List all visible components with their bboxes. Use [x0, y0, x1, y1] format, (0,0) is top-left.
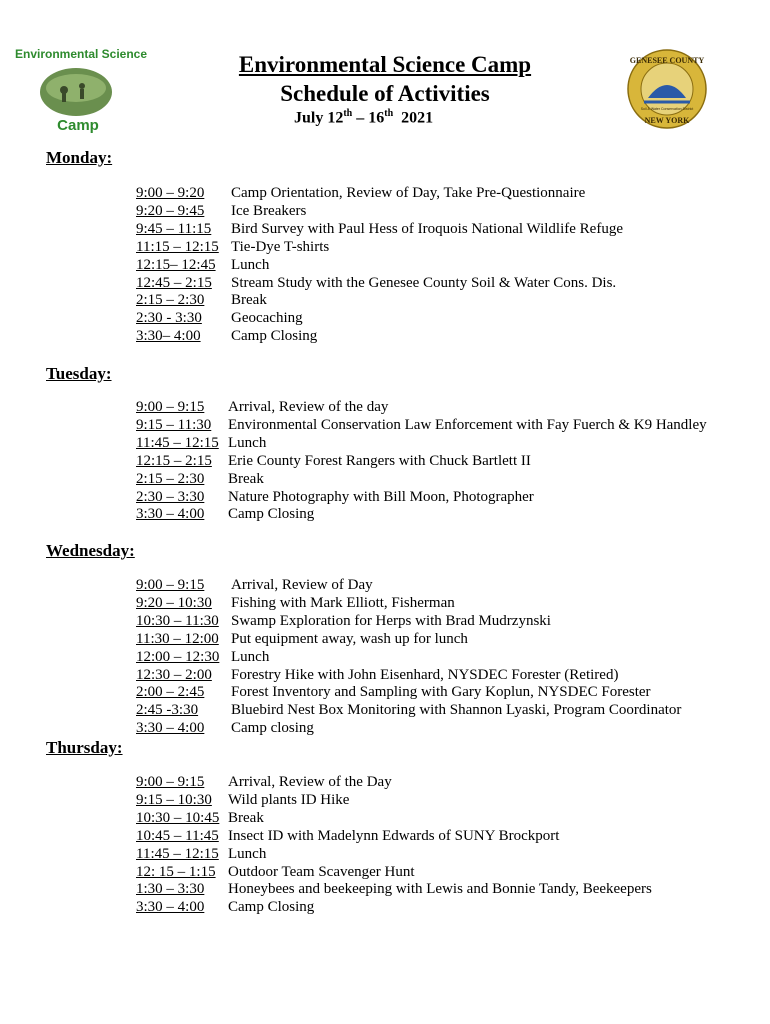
- schedule-row: [0, 845, 770, 863]
- activity: Lunch: [228, 845, 267, 862]
- time-slot: 2:45 -3:30: [136, 702, 199, 719]
- time-slot: 10:30 – 11:30: [136, 612, 219, 629]
- activity: Break: [231, 292, 267, 309]
- time-slot: 9:15 – 10:30: [136, 791, 212, 808]
- time-slot: 10:45 – 11:45: [136, 827, 219, 844]
- day-heading: Wednesday:: [46, 541, 135, 560]
- schedule-row: [0, 505, 770, 523]
- activity: Swamp Exploration for Herps with Brad Mudrzynski: [231, 612, 551, 629]
- schedule-row: [0, 773, 770, 791]
- schedule-row: [0, 791, 770, 809]
- activity: Lunch: [231, 256, 270, 273]
- schedule-row: [0, 683, 770, 701]
- activity: Geocaching: [231, 310, 303, 327]
- activity: Camp Closing: [228, 506, 315, 523]
- logo-text-top: Environmental Science: [14, 47, 148, 61]
- seal-text-top: GENESEE COUNTY: [629, 56, 705, 65]
- activity: Outdoor Team Scavenger Hunt: [228, 863, 415, 880]
- schedule-row: [0, 488, 770, 506]
- activity: Insect ID with Madelynn Edwards of SUNY Brockport: [228, 827, 560, 844]
- activity: Environmental Conservation Law Enforcement with Fay Fuerch & K9 Handley: [228, 416, 707, 433]
- seal-inner-text: Soil & Water Conservation District: [640, 107, 694, 111]
- time-slot: 12:30 – 2:00: [136, 666, 212, 683]
- activity: Wild plants ID Hike: [228, 791, 350, 808]
- schedule-row: [0, 863, 770, 881]
- time-slot: 12:15 – 2:15: [136, 452, 212, 469]
- time-slot: 3:30 – 4:00: [136, 899, 205, 916]
- schedule-row: [0, 701, 770, 719]
- schedule-row: [0, 576, 770, 594]
- schedule-row: [0, 630, 770, 648]
- date-sup-1: th: [343, 108, 353, 119]
- schedule-row: [0, 719, 770, 737]
- date-range: [294, 108, 433, 127]
- activity: Stream Study with the Genesee County Soil & Water Cons. Dis.: [231, 274, 617, 291]
- schedule-row: [0, 238, 770, 256]
- activity: Arrival, Review of Day: [231, 577, 373, 593]
- subtitle-line: Schedule of Activities: [280, 81, 490, 106]
- time-slot: 3:30 – 4:00: [136, 720, 205, 737]
- schedule-row: [0, 274, 770, 292]
- schedule-row: [0, 827, 770, 845]
- time-slot: 3:30 – 4:00: [136, 506, 205, 523]
- activity: Camp Orientation, Review of Day, Take Pre-Questionnaire: [231, 185, 586, 201]
- time-slot: 2:30 – 3:30: [136, 488, 205, 505]
- activity: Honeybees and beekeeping with Lewis and Bonnie Tandy, Beekeepers: [228, 881, 652, 898]
- time-slot: 9:20 – 10:30: [136, 594, 212, 611]
- schedule-row: [0, 880, 770, 898]
- activity: Arrival, Review of the day: [228, 399, 389, 415]
- date-suffix: 2021: [393, 109, 434, 127]
- time-slot: 12:00 – 12:30: [136, 648, 220, 665]
- title-line: Environmental Science Camp: [238, 52, 532, 77]
- activity: Forestry Hike with John Eisenhard, NYSDEC Forester (Retired): [231, 666, 619, 683]
- day-heading: Thursday:: [46, 738, 123, 757]
- time-slot: 2:15 – 2:30: [136, 470, 205, 487]
- time-slot: 3:30– 4:00: [136, 328, 201, 345]
- time-slot: 10:30 – 10:45: [136, 809, 220, 826]
- activity: Fishing with Mark Elliott, Fisherman: [231, 594, 455, 611]
- day-heading: Monday:: [46, 148, 113, 167]
- activity: Nature Photography with Bill Moon, Photographer: [228, 488, 534, 505]
- activity: Put equipment away, wash up for lunch: [231, 630, 468, 647]
- time-slot: 2:30 - 3:30: [136, 310, 202, 327]
- time-slot: 11:30 – 12:00: [136, 630, 219, 647]
- time-slot: 9:00 – 9:15: [136, 399, 205, 415]
- time-slot: 12:45 – 2:15: [136, 274, 212, 291]
- activity: Bird Survey with Paul Hess of Iroquois National Wildlife Refuge: [231, 220, 623, 237]
- activity: Ice Breakers: [231, 202, 307, 219]
- time-slot: 1:30 – 3:30: [136, 881, 205, 898]
- time-slot: 9:20 – 9:45: [136, 202, 205, 219]
- activity: Camp closing: [231, 720, 314, 737]
- schedule-row: [0, 291, 770, 309]
- date-sup-2: th: [384, 108, 394, 119]
- time-slot: 9:15 – 11:30: [136, 416, 212, 433]
- schedule-row: [0, 612, 770, 630]
- time-slot: 11:45 – 12:15: [136, 845, 219, 862]
- time-slot: 2:15 – 2:30: [136, 292, 205, 309]
- time-slot: 12: 15 – 1:15: [136, 863, 216, 880]
- time-slot: 9:00 – 9:20: [136, 185, 205, 201]
- activity: Erie County Forest Rangers with Chuck Bartlett II: [228, 452, 531, 469]
- activity: Camp Closing: [231, 328, 318, 345]
- time-slot: 9:00 – 9:15: [136, 774, 205, 790]
- time-slot: 11:15 – 12:15: [136, 238, 219, 255]
- time-slot: 12:15– 12:45: [136, 256, 216, 273]
- schedule-row: [0, 184, 770, 202]
- day-heading: Tuesday:: [46, 364, 112, 383]
- activity: Bluebird Nest Box Monitoring with Shannon Lyaski, Program Coordinator: [231, 702, 682, 719]
- schedule-row: [0, 398, 770, 416]
- activity: Break: [228, 470, 264, 487]
- schedule-row: [0, 809, 770, 827]
- activity: Arrival, Review of the Day: [228, 774, 392, 790]
- schedule-row: [0, 256, 770, 274]
- schedule-row: [0, 898, 770, 916]
- date-mid: – 16: [352, 109, 385, 127]
- date-prefix: July 12: [294, 109, 344, 127]
- logo-text-bottom: Camp: [57, 117, 99, 134]
- schedule-row: [0, 666, 770, 684]
- activity: Break: [228, 809, 264, 826]
- schedule-row: [0, 470, 770, 488]
- time-slot: 9:45 – 11:15: [136, 220, 212, 237]
- activity: Lunch: [231, 648, 270, 665]
- time-slot: 2:00 – 2:45: [136, 684, 205, 701]
- schedule-row: [0, 648, 770, 666]
- page-title: [0, 50, 770, 108]
- time-slot: 9:00 – 9:15: [136, 577, 205, 593]
- schedule-row: [0, 327, 770, 345]
- schedule-row: [0, 309, 770, 327]
- schedule-row: [0, 416, 770, 434]
- activity: Lunch: [228, 434, 267, 451]
- activity: Tie-Dye T-shirts: [231, 238, 330, 255]
- schedule-row: [0, 452, 770, 470]
- seal-text-bottom: NEW YORK: [644, 116, 690, 125]
- schedule-row: [0, 220, 770, 238]
- schedule-row: [0, 202, 770, 220]
- schedule-row: [0, 434, 770, 452]
- schedule-row: [0, 594, 770, 612]
- activity: Camp Closing: [228, 899, 315, 916]
- time-slot: 11:45 – 12:15: [136, 434, 219, 451]
- activity: Forest Inventory and Sampling with Gary Koplun, NYSDEC Forester: [231, 684, 651, 701]
